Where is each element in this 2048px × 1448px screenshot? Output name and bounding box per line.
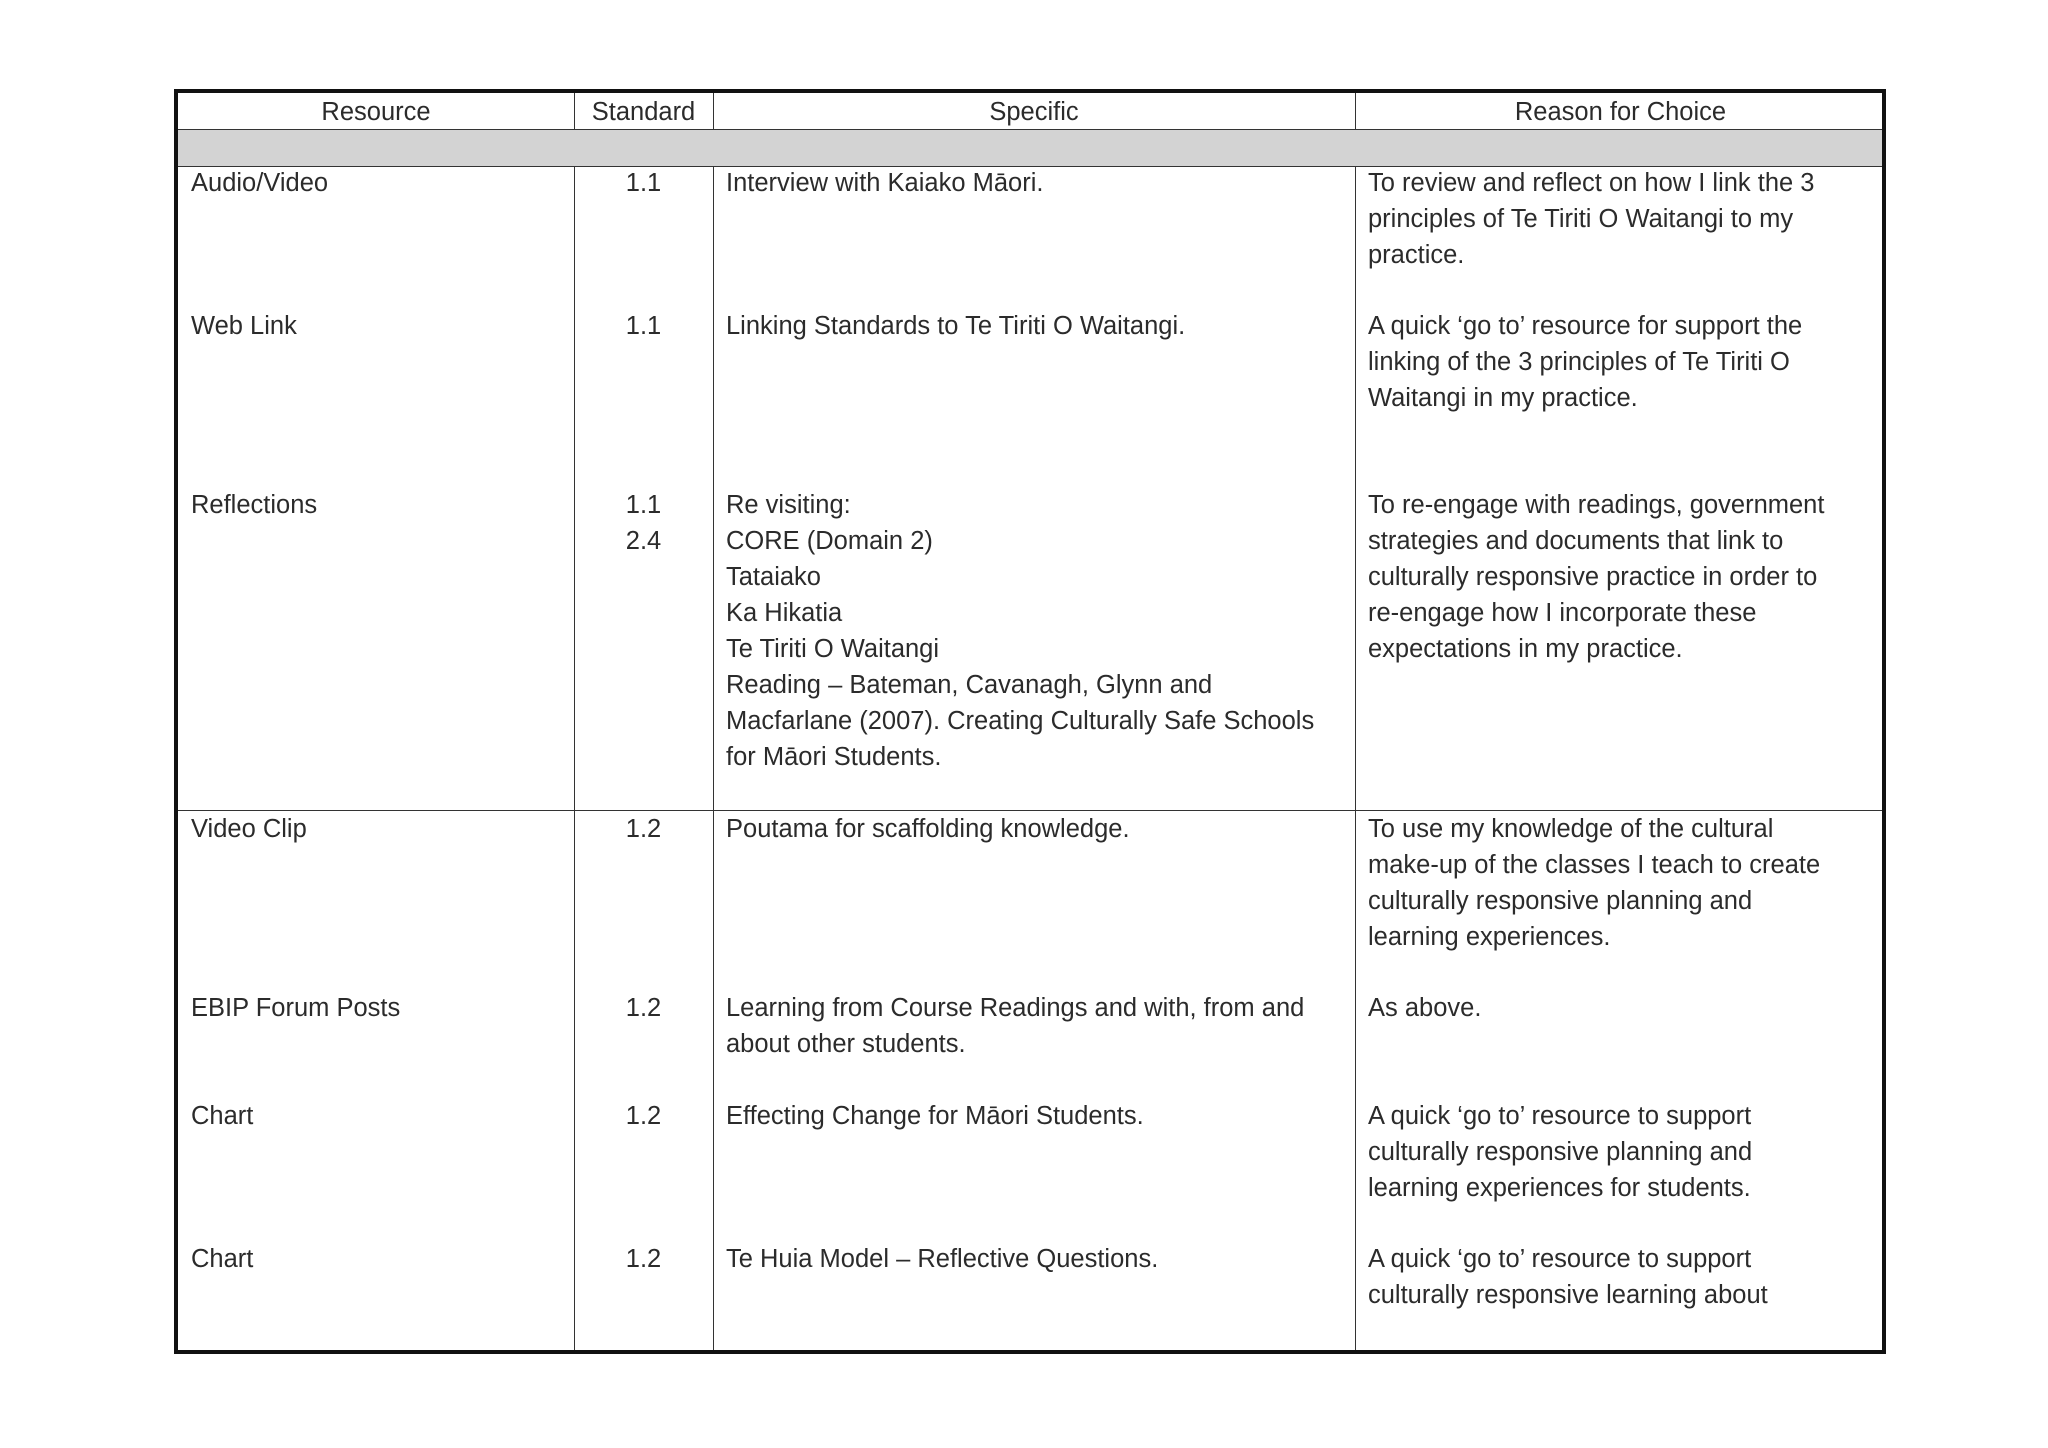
- cell-reason: A quick ‘go to’ resource for support the linking of the 3 principles of Te Tiriti O Waitangi in my practice.: [1368, 312, 1803, 412]
- cell-specific: Te Huia Model – Reflective Questions.: [726, 1245, 1159, 1273]
- header-specific: Specific: [989, 98, 1079, 126]
- cell-specific: Effecting Change for Māori Students.: [726, 1102, 1144, 1130]
- cell-resource: EBIP Forum Posts: [191, 994, 401, 1022]
- table-header-row: [178, 93, 1882, 130]
- cell-standard: 1.2: [625, 1102, 662, 1130]
- cell-reason: A quick ‘go to’ resource to support culturally responsive learning about: [1368, 1245, 1768, 1309]
- column-divider: [713, 93, 714, 1350]
- cell-specific: Linking Standards to Te Tiriti O Waitangi.: [726, 312, 1186, 340]
- cell-standard: 1.1 2.4: [625, 491, 662, 555]
- cell-specific: Learning from Course Readings and with, from and about other students.: [726, 994, 1305, 1058]
- column-divider: [574, 93, 575, 1350]
- cell-resource: Video Clip: [191, 815, 307, 843]
- cell-standard: 1.1: [625, 169, 662, 197]
- cell-resource: Chart: [191, 1245, 254, 1273]
- cell-reason: To re-engage with readings, government strategies and documents that link to culturally responsive practice in order to re-engage how I incorporate these expectations in my practice.: [1368, 491, 1825, 663]
- resource-table: [174, 89, 1886, 1354]
- cell-standard: 1.2: [625, 994, 662, 1022]
- cell-resource: Web Link: [191, 312, 297, 340]
- header-standard: Standard: [591, 98, 696, 126]
- cell-resource: Audio/Video: [191, 169, 329, 197]
- cell-resource: Reflections: [191, 491, 318, 519]
- cell-reason: A quick ‘go to’ resource to support culturally responsive planning and learning experiences for students.: [1368, 1102, 1753, 1202]
- cell-standard: 1.2: [625, 815, 662, 843]
- cell-standard: 1.2: [625, 1245, 662, 1273]
- cell-resource: Chart: [191, 1102, 254, 1130]
- cell-reason: To review and reflect on how I link the 3 principles of Te Tiriti O Waitangi to my practice.: [1368, 169, 1815, 269]
- cell-specific: Poutama for scaffolding knowledge.: [726, 815, 1130, 843]
- cell-standard: 1.1: [625, 312, 662, 340]
- header-resource: Resource: [321, 98, 431, 126]
- column-divider: [1355, 93, 1356, 1350]
- cell-reason: As above.: [1368, 994, 1482, 1022]
- cell-specific: Interview with Kaiako Māori.: [726, 169, 1044, 197]
- header-reason-for-choice: Reason for Choice: [1514, 98, 1727, 126]
- shaded-separator-row: [178, 130, 1882, 167]
- cell-reason: To use my knowledge of the cultural make-up of the classes I teach to create culturally responsive planning and learning experiences.: [1368, 815, 1821, 951]
- cell-specific: Re visiting: CORE (Domain 2) Tataiako Ka Hikatia Te Tiriti O Waitangi Reading – Bateman, Cavanagh, Glynn and Macfarlane (2007). Creating Culturally Safe Schools for Māori Students.: [726, 491, 1315, 771]
